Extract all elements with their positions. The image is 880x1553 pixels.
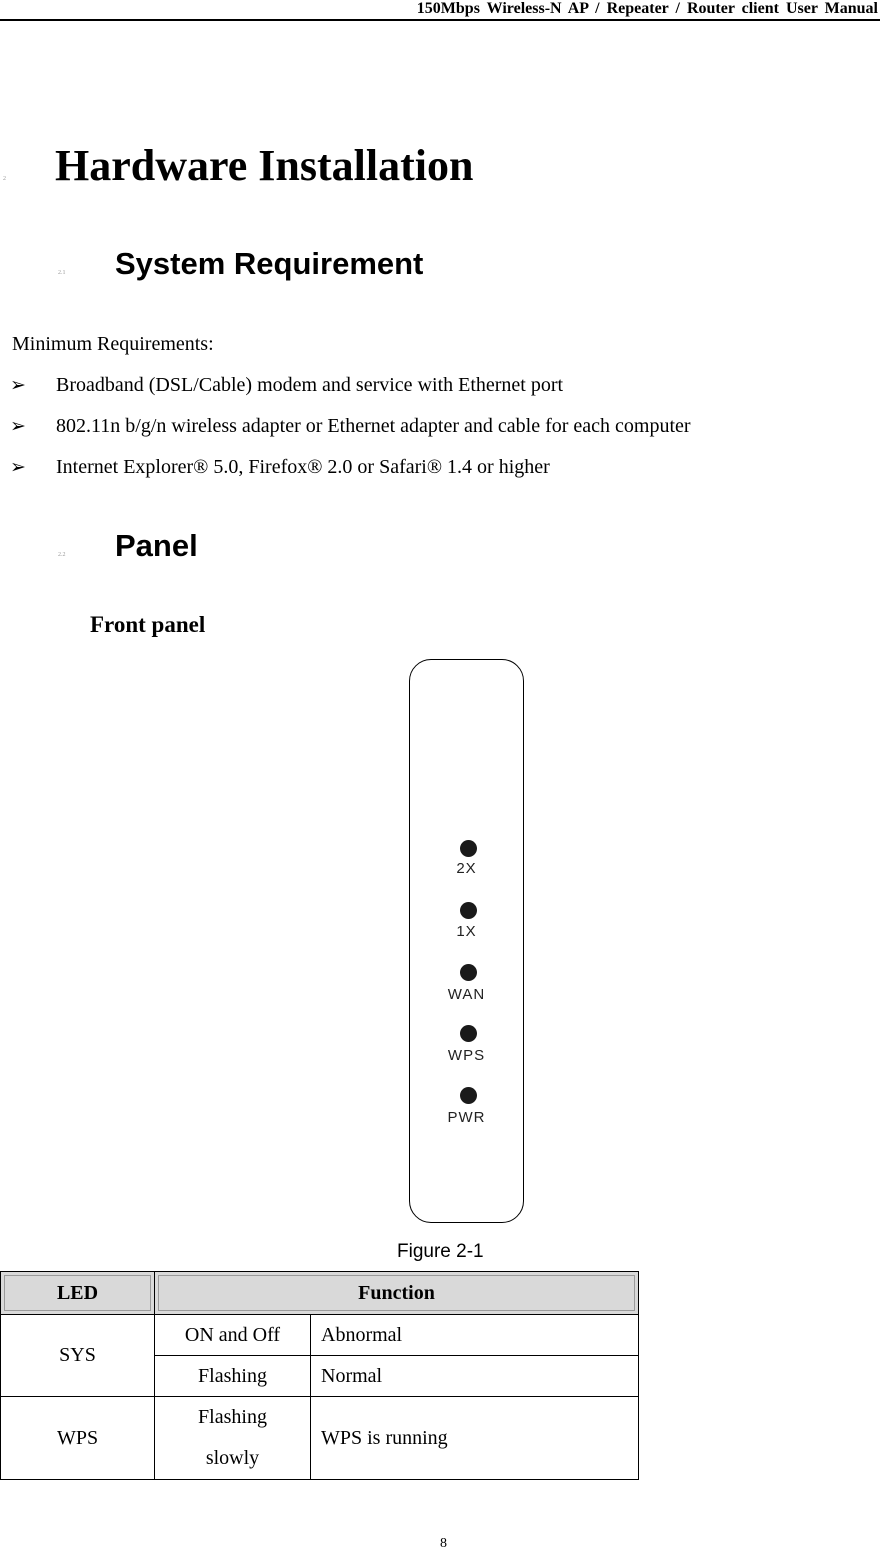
section-title-panel: Panel [115,528,198,563]
page-number: 8 [440,1536,447,1551]
list-item-text: Broadband (DSL/Cable) modem and service with Ethernet port [56,374,564,396]
list-item-text: 802.11n b/g/n wireless adapter or Ethernet adapter and cable for each computer [56,415,691,437]
header-rule [0,19,880,21]
led-indicator-icon [460,840,477,857]
led-name-cell: SYS [1,1315,155,1397]
chapter-title: Hardware Installation [55,141,474,190]
table-header-row [1,1272,639,1315]
section-number-mark: 2.1 [58,270,66,276]
list-item-text: Internet Explorer® 5.0, Firefox® 2.0 or Safari® 1.4 or higher [56,456,550,478]
led-meaning-cell: Abnormal [311,1315,639,1356]
arrow-bullet-icon: ➢ [10,456,26,478]
column-header-function: Function [155,1272,639,1315]
running-header: 150Mbps Wireless-N AP / Repeater / Router client User Manual [416,0,878,17]
column-header-led: LED [1,1272,155,1315]
led-function-table [0,1271,639,1480]
led-label: 1X [456,923,477,940]
requirements-intro: Minimum Requirements: [12,333,214,355]
table-row [1,1397,639,1480]
led-indicator-icon [460,1087,477,1104]
arrow-bullet-icon: ➢ [10,374,26,396]
led-state-cell: Flashing [155,1356,311,1397]
section-title-system-requirement: System Requirement [115,246,424,281]
chapter-number-mark: 2 [3,176,6,182]
led-state-cell: ON and Off [155,1315,311,1356]
led-state-line: Flashing [198,1406,267,1428]
led-state-line: slowly [205,1447,260,1469]
led-meaning-cell: Normal [311,1356,639,1397]
front-panel-figure [409,659,524,1223]
led-label: PWR [447,1109,486,1126]
led-label: 2X [456,860,477,877]
table-row [1,1315,639,1356]
led-state-cell [155,1397,311,1480]
led-meaning-cell: WPS is running [311,1397,639,1480]
front-panel-heading: Front panel [90,612,206,637]
section-number-mark: 2.2 [58,552,66,558]
arrow-bullet-icon: ➢ [10,415,26,437]
led-indicator-icon [460,964,477,981]
figure-caption: Figure 2-1 [397,1241,484,1262]
led-label: WPS [447,1047,486,1064]
led-label: WAN [447,986,486,1003]
led-indicator-icon [460,902,477,919]
led-indicator-icon [460,1025,477,1042]
led-name-cell: WPS [1,1397,155,1480]
